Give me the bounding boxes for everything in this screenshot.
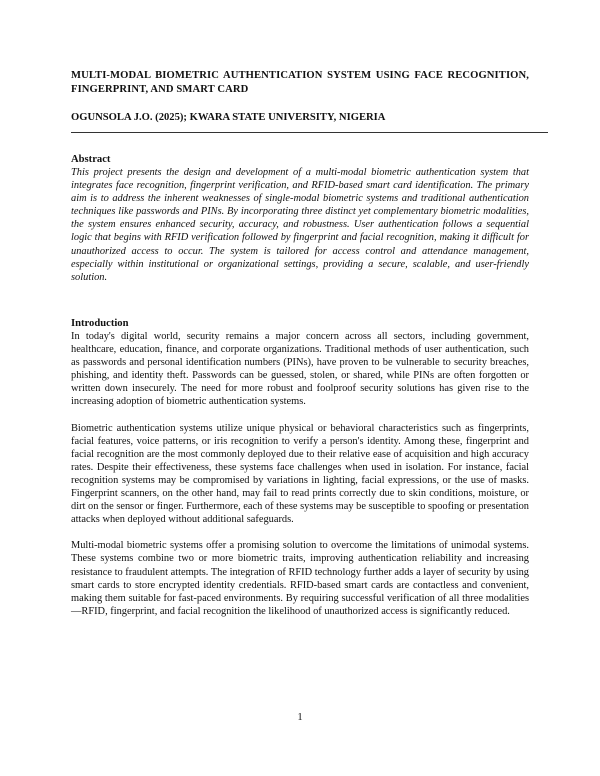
introduction-paragraph: Biometric authentication systems utilize unique physical or behavioral characteristics such as fingerprints, facial features, voice patterns, or iris recognition to verify a person's identity. Among these, fingerprint and facial recognition are the most commonly deployed due to their relative ease of acquisition and high accuracy rates. Despite their effectiveness, these systems face challenges when used in isolation. For instance, facial recognition systems may be compromised by variations in lighting, facial expressions, or the use of masks. Fingerprint scanners, on the other hand, may fail to read prints correctly due to skin conditions, moisture, or dirt on the sensor or finger. Furthermore, each of these systems may be susceptible to spoofing or presentation attacks when deployed without additional safeguards. [71, 422, 529, 526]
abstract-text: This project presents the design and development of a multi-modal biometric authentication system that integrates face recognition, fingerprint verification, and RFID-based smart card identification. The primary aim is to address the inherent weaknesses of single-modal biometric systems and traditional authentication techniques like passwords and PINs. By incorporating three distinct yet complementary biometric modalities, the system ensures enhanced security, accuracy, and robustness. User authentication follows a sequential logic that begins with RFID verification followed by fingerprint and facial recognition, making it difficult for unauthorized access to occur. The system is tailored for access control and attendance management, especially within institutional or organizational settings, providing a secure, scalable, and user-friendly solution. [71, 167, 529, 283]
paper-title: MULTI-MODAL BIOMETRIC AUTHENTICATION SYSTEM USING FACE RECOGNITION, FINGERPRINT, AND SMART CARD [71, 70, 529, 95]
introduction-paragraph: Multi-modal biometric systems offer a promising solution to overcome the limitations of unimodal systems. These systems combine two or more biometric traits, improving authentication reliability and increasing resistance to fraudulent attempts. The integration of RFID technology further adds a layer of security by using smart cards to store encrypted identity credentials. RFID-based smart cards are contactless and convenient, making them suitable for fast-paced environments. By requiring successful verification of all three modalities—RFID, fingerprint, and facial recognition the likelihood of unauthorized access is significantly reduced. [71, 540, 529, 617]
title-block [71, 69, 529, 125]
introduction-section [71, 317, 529, 618]
introduction-heading: Introduction [71, 318, 129, 329]
introduction-paragraph: In today's digital world, security remains a major concern across all sectors, including government, healthcare, education, finance, and corporate organizations. Traditional methods of user authentication, such as passwords and personal identification numbers (PINs), have proven to be vulnerable to security breaches, phishing, and identity theft. Passwords can be guessed, stolen, or shared, while PINs are often forgotten or written down insecurely. The need for more robust and foolproof security solutions has given rise to the increasing adoption of biometric authentication systems. [71, 331, 529, 408]
header-divider [71, 132, 548, 133]
page-number: 1 [297, 712, 303, 723]
abstract-section [71, 153, 529, 284]
abstract-heading: Abstract [71, 154, 111, 165]
author-affiliation: OGUNSOLA J.O. (2025); KWARA STATE UNIVERSITY, NIGERIA [71, 112, 386, 123]
